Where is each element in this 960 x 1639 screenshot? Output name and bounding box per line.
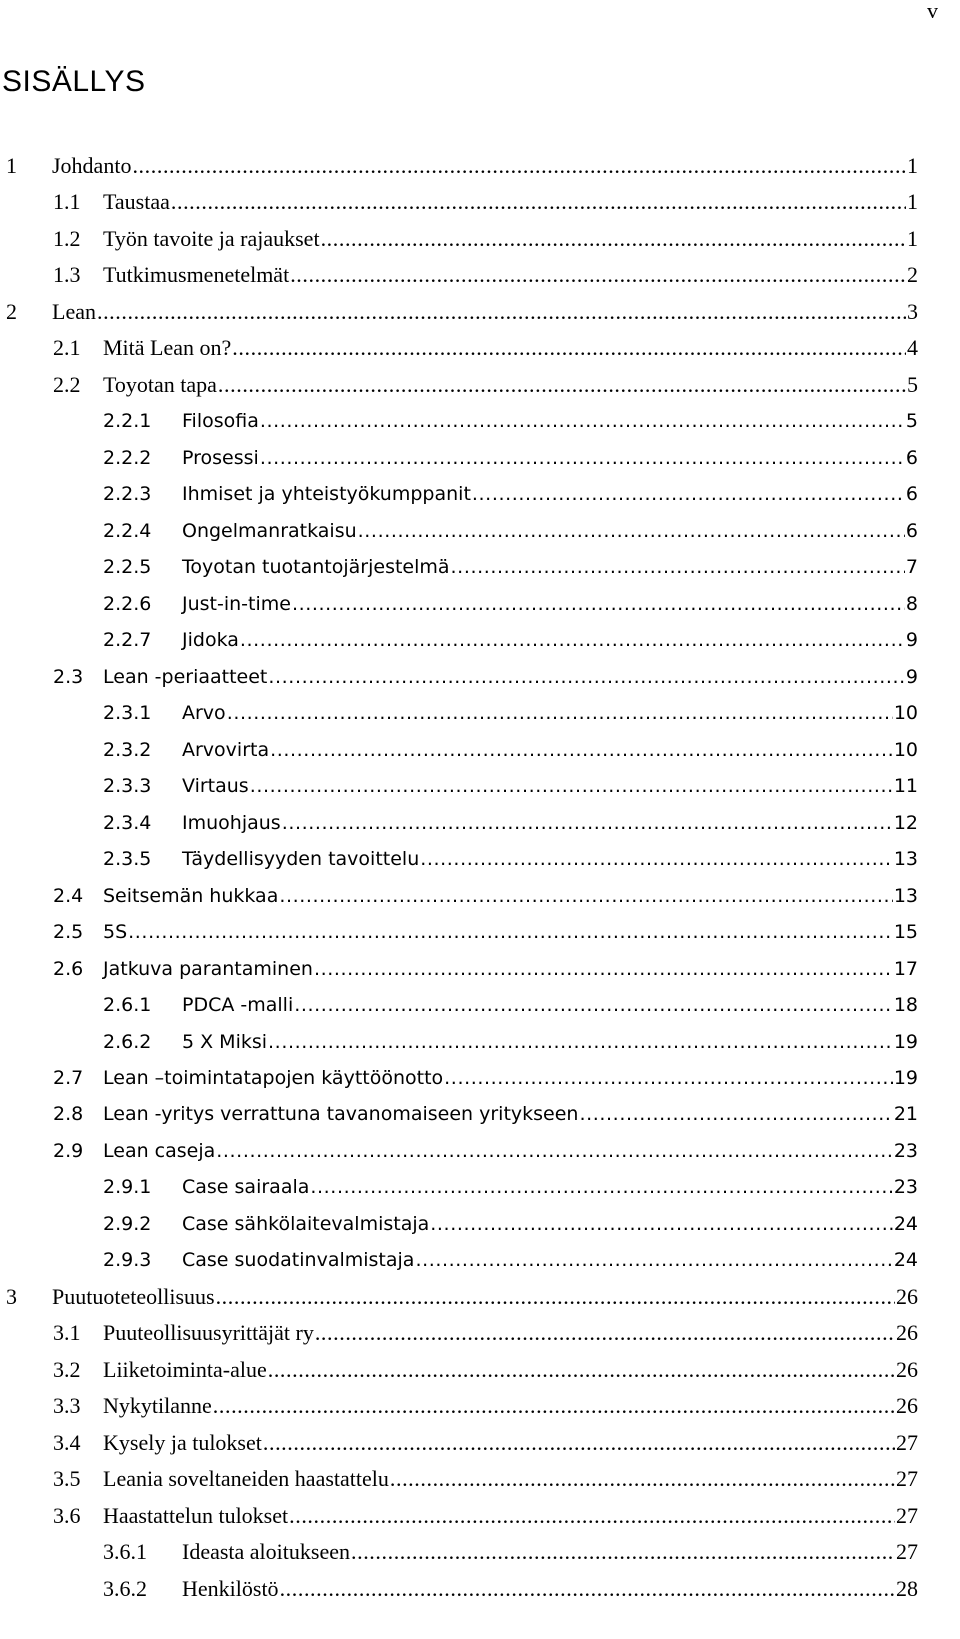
toc-entry-title: Lean caseja [103,1139,216,1162]
toc-entry[interactable] [53,1455,918,1491]
toc-entry[interactable] [53,1346,918,1382]
toc-entry[interactable] [103,507,918,543]
toc-entry-number: 2.3.4 [103,811,152,834]
toc-entry-page: 24 [893,1212,918,1235]
toc-entry-page: 1 [907,153,918,178]
page-number: v [927,0,938,23]
toc-entry[interactable] [103,762,918,798]
toc-entry-number: 2.9 [53,1139,84,1162]
toc-dot-leader [132,154,906,178]
toc-entry-number: 2.2.2 [103,446,152,469]
toc-entry[interactable] [103,1236,918,1272]
toc-entry-number: 2 [6,298,17,324]
toc-entry-title: Toyotan tuotantojärjestelmä [182,556,450,579]
toc-dot-leader [430,1212,893,1236]
toc-entry-number: 3.2 [53,1356,81,1382]
toc-entry-number: 1.3 [53,262,81,288]
toc-entry-number: 2.2.3 [103,483,152,506]
toc-entry[interactable] [53,1419,918,1455]
toc-entry-page: 28 [896,1575,918,1601]
toc-entry-number: 3.5 [53,1466,81,1492]
toc-entry-page: 11 [893,775,918,798]
toc-entry[interactable] [53,908,918,944]
toc-dot-leader [292,592,905,616]
toc-entry-number: 3.4 [53,1429,81,1455]
toc-entry-number: 1 [6,153,17,178]
toc-entry-page: 9 [905,665,918,688]
toc-entry-title: Lean –toimintatapojen käyttöönotto [103,1067,444,1089]
toc-entry-title: Imuohjaus [182,811,281,834]
toc-entry[interactable] [53,1054,918,1090]
toc-entry[interactable] [53,324,918,360]
toc-dot-leader [268,665,905,689]
toc-dot-leader [263,1431,895,1455]
toc-entry-number: 2.6.1 [103,994,152,1017]
toc-entry-number: 2.4 [53,884,84,907]
toc-entry-number: 2.6 [53,957,84,980]
toc-entry[interactable] [103,726,918,762]
toc-dot-leader [420,847,893,871]
toc-entry-title: Täydellisyyden tavoittelu [182,848,420,871]
toc-entry-number: 1.2 [53,225,81,251]
toc-entry[interactable] [53,1090,918,1126]
toc-entry-page: 21 [893,1103,918,1126]
toc-entry[interactable] [103,799,918,835]
toc-dot-leader [451,555,905,579]
toc-entry-title: Case suodatinvalmistaja [182,1249,415,1272]
toc-entry[interactable] [103,543,918,579]
toc-dot-leader [579,1102,892,1126]
toc-dot-leader [250,774,893,798]
toc-entry[interactable] [53,945,918,981]
toc-dot-leader [260,409,905,433]
toc-entry-title: Tutkimusmenetelmät [103,262,290,288]
toc-entry[interactable] [53,872,918,908]
toc-entry-number: 3.3 [53,1393,81,1419]
toc-entry-page: 6 [905,519,918,542]
toc-entry-page: 8 [905,592,918,615]
toc-entry[interactable] [53,178,918,214]
toc-entry[interactable] [103,616,918,652]
toc-entry-number: 3.6.1 [103,1539,147,1565]
toc-dot-leader [270,738,893,762]
toc-entry-number: 3.1 [53,1320,81,1346]
toc-entry-number: 2.3.3 [103,775,152,798]
toc-entry-page: 24 [893,1249,918,1272]
toc-entry-number: 2.9.1 [103,1176,152,1199]
toc-entry[interactable] [6,288,918,324]
toc-dot-leader [289,1504,895,1528]
toc-entry-number: 2.2 [53,371,81,397]
toc-entry-number: 2.3.2 [103,738,152,761]
toc-entry-number: 2.6.2 [103,1030,152,1053]
toc-dot-leader [171,190,906,214]
toc-entry-number: 2.3.1 [103,702,152,725]
toc-entry-page: 27 [896,1466,918,1492]
toc-entry[interactable] [53,1309,918,1345]
toc-entry[interactable] [103,1018,918,1054]
toc-entry[interactable] [53,251,918,287]
toc-dot-leader [315,1321,895,1345]
toc-entry-title: Puuteollisuusyrittäjät ry [103,1320,314,1346]
toc-entry[interactable] [53,1382,918,1418]
toc-entry-number: 3 [6,1283,17,1309]
toc-entry-title: Prosessi [182,446,259,469]
toc-entry-number: 3.6 [53,1502,81,1528]
toc-entry-number: 2.9.3 [103,1249,152,1272]
toc-entry-page: 3 [907,298,918,324]
toc-dot-leader [321,227,906,251]
toc-entry-title: Työn tavoite ja rajaukset [103,225,320,251]
toc-dot-leader [216,1285,895,1309]
toc-entry-number: 2.2.5 [103,556,152,579]
toc-entry-number: 2.3 [53,665,84,688]
toc-entry[interactable] [53,1127,918,1163]
toc-entry[interactable] [6,142,918,178]
toc-entry-number: 2.1 [53,335,81,361]
toc-entry-number: 2.9.2 [103,1212,152,1235]
toc-entry-page: 10 [893,738,918,761]
toc-entry-page: 5 [907,371,918,397]
toc-dot-leader [294,993,893,1017]
toc-entry[interactable] [103,434,918,470]
toc-entry-page: 6 [905,483,918,506]
toc-entry-title: Arvo [182,702,226,725]
toc-entry-title: Leania soveltaneiden haastattelu [103,1466,389,1492]
toc-dot-leader [97,300,906,324]
toc-entry-page: 1 [907,225,918,251]
toc-entry[interactable] [103,470,918,506]
toc-entry[interactable] [53,361,918,397]
toc-entry-title: Taustaa [103,189,170,215]
toc-dot-leader [227,701,893,725]
toc-entry[interactable] [103,689,918,725]
toc-entry-page: 13 [893,884,918,907]
toc-entry-title: Case sairaala [182,1176,310,1199]
toc-heading: SISÄLLYS [2,65,146,98]
toc-entry-title: 5 X Miksi [182,1030,268,1053]
toc-entry-page: 19 [893,1030,918,1053]
toc-entry-title: Case sähkölaitevalmistaja [182,1212,430,1235]
toc-entry-page: 26 [896,1393,918,1419]
toc-entry[interactable] [53,653,918,689]
toc-entry-page: 26 [896,1283,918,1309]
toc-entry-title: Ihmiset ja yhteistyökumppanit [182,483,471,506]
toc-entry-title: Lean -periaatteet [103,665,268,688]
toc-entry-title: 5S [103,921,128,944]
toc-entry-number: 2.3.5 [103,848,152,871]
toc-dot-leader [232,336,906,360]
toc-entry[interactable] [103,1200,918,1236]
toc-entry[interactable] [103,981,918,1017]
toc-entry-number: 2.2.7 [103,629,152,652]
toc-entry-page: 27 [896,1539,918,1565]
toc-dot-leader [216,1139,893,1163]
toc-entry-number: 2.7 [53,1067,84,1089]
toc-entry-page: 23 [893,1176,918,1199]
toc-dot-leader [290,263,906,287]
toc-entry-page: 27 [896,1429,918,1455]
toc-entry-title: PDCA -malli [182,994,294,1017]
toc-dot-leader [282,811,893,835]
toc-entry-title: Lean [52,298,96,324]
toc-dot-leader [218,373,906,397]
toc-dot-leader [358,519,905,543]
toc-dot-leader [351,1540,895,1564]
toc-dot-leader [268,1030,893,1054]
toc-entry-number: 2.2.6 [103,592,152,615]
toc-entry-page: 5 [905,410,918,433]
toc-entry-title: Puutuoteteollisuus [52,1283,215,1309]
toc-entry-number: 2.8 [53,1103,84,1126]
toc-entry-title: Ongelmanratkaisu [182,519,357,542]
toc-entry-page: 1 [907,189,918,215]
toc-entry-title: Just-in-time [182,592,291,615]
toc-entry-number: 2.5 [53,921,84,944]
toc-entry-page: 4 [907,335,918,361]
toc-entry-page: 18 [893,994,918,1017]
toc-entry-page: 26 [896,1320,918,1346]
toc-entry-title: Seitsemän hukkaa [103,884,279,907]
toc-entry[interactable] [103,397,918,433]
toc-entry-title: Arvovirta [182,738,270,761]
toc-entry-title: Jidoka [182,629,239,652]
toc-entry-title: Johdanto [52,153,132,178]
toc-entry[interactable] [53,1492,918,1528]
toc-entry-number: 2.2.4 [103,519,152,542]
toc-entry[interactable] [53,215,918,251]
toc-entry[interactable] [103,1163,918,1199]
toc-entry-title: Liiketoiminta-alue [103,1356,267,1382]
toc-entry-title: Ideasta aloitukseen [182,1539,350,1565]
toc-entry-title: Haastattelun tulokset [103,1502,289,1528]
toc-entry-title: Jatkuva parantaminen [103,957,313,980]
toc-entry-title: Virtaus [182,775,249,798]
toc-entry[interactable] [103,835,918,871]
toc-entry[interactable] [103,580,918,616]
toc-entry-page: 12 [893,811,918,834]
toc-entry-page: 27 [896,1502,918,1528]
toc-dot-leader [444,1066,893,1090]
toc-entry-title: Lean -yritys verrattuna tavanomaiseen yritykseen [103,1103,579,1126]
toc-entry-title: Toyotan tapa [103,371,217,397]
toc-entry-page: 7 [905,556,918,579]
toc-entry-page: 15 [893,921,918,944]
toc-entry-page: 26 [896,1356,918,1382]
toc-dot-leader [268,1358,895,1382]
toc-entry-page: 9 [905,629,918,652]
toc-dot-leader [279,884,892,908]
toc-dot-leader [415,1248,892,1272]
toc-entry-title: Nykytilanne [103,1393,212,1419]
toc-entry-title: Mitä Lean on? [103,335,232,361]
toc-dot-leader [472,482,905,506]
toc-dot-leader [390,1467,895,1491]
toc-entry-page: 19 [893,1067,918,1089]
toc-entry-page: 23 [893,1139,918,1162]
toc-entry-number: 3.6.2 [103,1575,147,1601]
toc-entry[interactable] [103,1565,918,1601]
toc-entry[interactable] [103,1528,918,1564]
toc-entry-title: Kysely ja tulokset [103,1429,262,1455]
toc-entry-page: 10 [893,702,918,725]
toc-dot-leader [240,628,905,652]
toc-dot-leader [310,1175,892,1199]
toc-entry-page: 13 [893,848,918,871]
toc-dot-leader [128,920,893,944]
toc-dot-leader [280,1577,895,1601]
toc-entry-number: 1.1 [53,189,81,215]
toc-entry-title: Henkilöstö [182,1575,279,1601]
toc-entry[interactable] [6,1273,918,1309]
toc-entry-number: 2.2.1 [103,410,152,433]
toc-entry-title: Filosofia [182,410,259,433]
toc-dot-leader [213,1394,895,1418]
toc-dot-leader [314,957,893,981]
toc-dot-leader [260,446,905,470]
toc-entry-page: 17 [893,957,918,980]
toc-entry-page: 2 [907,262,918,288]
toc-entry-page: 6 [905,446,918,469]
